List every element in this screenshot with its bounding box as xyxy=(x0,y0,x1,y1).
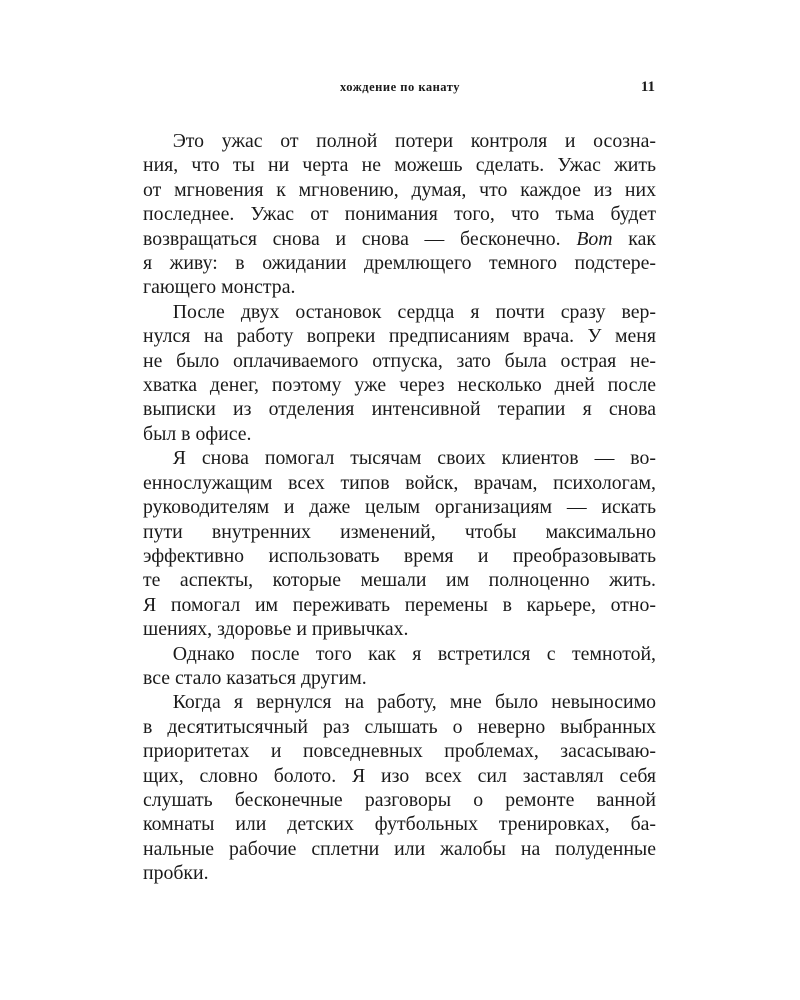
text-line: руководителям и даже целым организациям — искать xyxy=(143,496,656,519)
page-number: 11 xyxy=(640,79,655,95)
paragraph-1 xyxy=(143,129,656,300)
text-line: Я снова помогал тысячам своих клиентов — во- xyxy=(172,447,656,470)
text-line: те аспекты, которые мешали им полноценно жить. xyxy=(143,569,656,592)
text-line: еннослужащим всех типов войск, врачам, психологам, xyxy=(143,471,656,494)
paragraph-2 xyxy=(143,300,656,446)
paragraph-4 xyxy=(143,642,656,691)
text-line: щих, словно болото. Я изо всех сил заставлял себя xyxy=(143,764,656,787)
text-line: нулся на работу вопреки предписаниям врача. У меня xyxy=(143,325,656,348)
text-line: шениях, здоровье и привычках. xyxy=(143,618,409,641)
text-line: ния, что ты ни черта не можешь сделать. Ужас жить xyxy=(143,154,656,177)
text-line: гающего монстра. xyxy=(143,276,296,299)
text-line: был в офисе. xyxy=(143,422,252,445)
running-head xyxy=(145,80,655,100)
text-line: слушать бесконечные разговоры о ремонте ванной xyxy=(143,788,656,811)
text-line: Когда я вернулся на работу, мне было невыносимо xyxy=(172,691,656,714)
text-line: хватка денег, поэтому уже через несколько дней после xyxy=(143,374,656,397)
text-line: После двух остановок сердца я почти сразу вер- xyxy=(172,300,656,323)
body-text xyxy=(143,129,656,886)
text-line: эффективно использовать время и преобразовывать xyxy=(143,544,656,567)
text-line: пробки. xyxy=(143,862,209,885)
text-line: выписки из отделения интенсивной терапии я снова xyxy=(143,398,656,421)
text-line: не было оплачиваемого отпуска, зато была острая не- xyxy=(143,349,656,372)
text-line: Я помогал им переживать перемены в карьере, отно- xyxy=(143,593,656,616)
paragraph-3 xyxy=(143,446,656,641)
text-line: от мгновения к мгновению, думая, что каждое из них xyxy=(143,178,656,201)
text-line: все стало казаться другим. xyxy=(143,666,367,689)
text-line-with-emphasis xyxy=(143,227,656,251)
text-fragment: возвращаться снова и снова — бесконечно. xyxy=(143,227,577,250)
running-title: хождение по канату xyxy=(340,80,460,94)
text-line: приоритетах и повседневных проблемах, засасываю- xyxy=(143,740,656,763)
text-line: Это ужас от полной потери контроля и осозна- xyxy=(172,130,656,152)
text-line: в десятитысячный раз слышать о неверно выбранных xyxy=(143,715,656,738)
text-fragment: как xyxy=(612,227,656,250)
text-line: последнее. Ужас от понимания того, что тьма будет xyxy=(143,203,656,226)
text-line: Однако после того как я встретился с темнотой, xyxy=(172,642,656,665)
text-line: комнаты или детских футбольных тренировках, ба- xyxy=(143,813,656,836)
text-line: пути внутренних изменений, чтобы максимально xyxy=(143,520,656,543)
text-line: я живу: в ожидании дремлющего темного подстере- xyxy=(143,252,656,275)
emphasized-word: Вот xyxy=(576,227,613,250)
paragraph-5 xyxy=(143,690,656,885)
text-line: нальные рабочие сплетни или жалобы на полуденные xyxy=(143,837,656,860)
